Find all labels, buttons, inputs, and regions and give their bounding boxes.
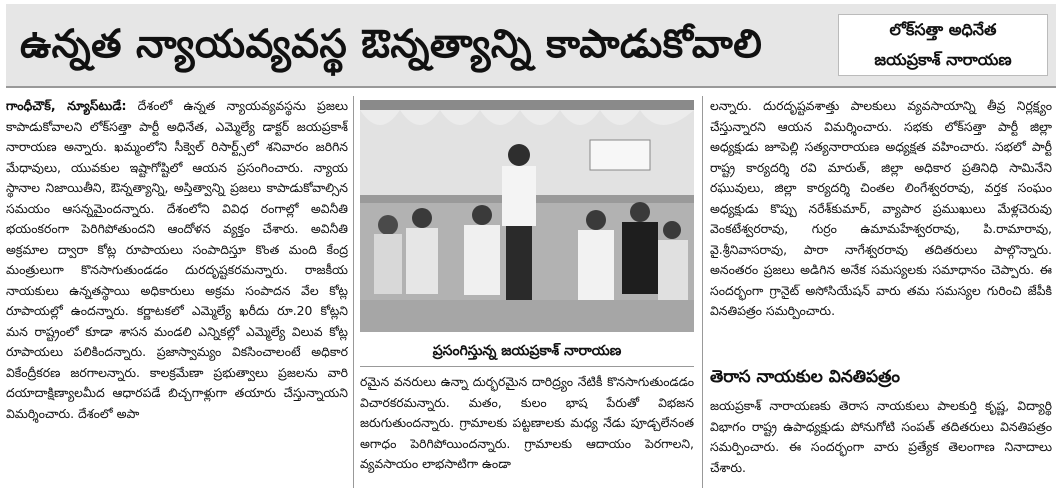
page-title: ఉన్నత న్యాయవ్యవస్థ ఔన్నత్యాన్ని కాపాడుకోవాలి [20,22,763,67]
sidebar-body: జయప్రకాశ్ నారాయణకు తెరాస నాయకులు పాలకుర్తి కృష్ణ, విద్యార్థి విభాగం రాష్ట్ర ఉపాధ్యక్షుడు పోనుగోటి సంపత్ తదితరులు వినతిపత్రం సమర్పించారు. ఈ సందర్భంగా వారు ప్రత్యేక తెలంగాణ నినాదాలు చేశారు. [710,398,1052,475]
article-body-3: లన్నారు. దురదృష్టవశాత్తు పాలకులు వ్యవసాయాన్ని తీవ్ర నిర్లక్ష్యం చేస్తున్నారని ఆయన విమర్శించారు. సభకు లోక్‌సత్తా పార్టీ జిల్లా అధ్యక్షుడు జూపెల్లి సత్యనారాయణ అధ్యక్షత వహించారు. సభలో పార్టీ రాష్ట్ర కార్యదర్శి రవి మారుత్, జిల్లా అధికార ప్రతినిధి సామినేని రఘువులు, జిల్లా కార్యదర్శి చింతల లింగేశ్వరరావు, వర్తక సంఘం అధ్యక్షుడు కొప్పు నరేశ్‌కుమార్, వ్యాపార ప్రముఖులు మేళ్లచెరువు వెంకటేశ్వరరావు, గుర్రం ఉమామహేశ్వరరావు, పి.రామారావు, వై.శ్రీనివాసరావు, పారా నాగేశ్వరరావు తదితరులు పాల్గొన్నారు. అనంతరం ప్రజలు అడిగిన అనేక సమస్యలకు సమాధానం చెప్పారు. ఈ సందర్భంగా గ్రానైట్ అసోసియేషన్ వారు తమ సమస్యల గురించి జేపీకి వినతిపత్రం సమర్పించారు. [710,98,1052,318]
article-column-1 [6,96,348,486]
column-divider [702,96,703,488]
dateline: గాంధీచౌక్, న్యూస్‌టుడే: [6,98,127,113]
byline-box [838,14,1048,76]
article-body-2: రమైన వనరులు ఉన్నా దుర్భరమైన దారిద్ర్యం నేటికీ కొనసాగుతుండడం విచారకరమన్నారు. మతం, కులం భాష పేరుతో విభజన జరుగుతుందన్నారు. గ్రామాలకు పట్టణాలకు మధ్య నేడు పూడ్చలేనంత అగాధం పెరిగిపోయిందన్నారు. గ్రామాలకు ఆదాయం పెరగాలని, వ్యవసాయం లాభసాటిగా ఉండా [360,374,694,471]
headline-bar [6,4,1056,88]
news-photo-image [360,100,694,332]
byline-title: లోక్‌సత్తా అధినేత [889,20,997,39]
news-photo [360,100,694,332]
byline-name: జయప్రకాశ్ నారాయణ [874,50,1012,69]
article-body-1: దేశంలో ఉన్నత న్యాయవ్యవస్థను ప్రజలు కాపాడుకోవాలని లోక్‌సత్తా పార్టీ అధినేత, ఎమ్మెల్యే డాక్టర్ జయప్రకాశ్ నారాయణ అన్నారు. ఖమ్మంలోని సీక్వెల్ రిసార్ట్స్‌లో శనివారం జరిగిన మేధావులు, యువకుల ఇష్టాగోష్టిలో ఆయన ప్రసంగించారు. న్యాయ స్థానాల నిజాయితీని, ఔన్నత్యాన్ని, అస్తిత్వాన్ని ప్రజలు కాపాడుకోవాల్సిన సమయం ఆసన్నమైందన్నారు. దేశంలోని వివిధ రంగాల్లో అవినీతి భయంకరంగా పెరిగిపోతుందని ఆందోళన వ్యక్తం చేశారు. అవినీతి అక్రమాల ద్వారా కోట్ల రూపాయలు సంపాదిస్తూ కొంత మంది కేంద్ర మంత్రులుగా కొనసాగుతుండడం దురదృష్టకరమన్నారు. రాజకీయ నాయకులు ఉన్నతస్థాయి అధికారులు అక్రమ సంపాదన వేల కోట్ల రూపాయల్లో ఉందన్నారు. కర్ణాటకలో ఎమ్మెల్యే ఖరీదు రూ.20 కోట్లని మన రాష్ట్రంలో కూడా శాసన మండలి ఎన్నికల్లో ఎమ్మెల్యే విలువ కోట్ల రూపాయలు పలికిందన్నారు. ప్రజాస్వామ్యం వికసించాలంటే అధికార వికేంద్రీకరణ జరగాలన్నారు. కాలక్రమేణా ప్రభుత్వాలు ప్రజలను వారి దయాదాక్షిణ్యాలమీద ఆధారపడే బిచ్చగాళ్లుగా తయారు చేస్తున్నాయని విమర్శించారు. దేశంలో అపా [6,98,348,421]
sidebar-subhead: తెరాస నాయకుల వినతిపత్రం [710,367,900,387]
photo-caption: ప్రసంగిస్తున్న జయప్రకాశ్ నారాయణ [360,336,694,367]
column-divider [353,96,354,488]
